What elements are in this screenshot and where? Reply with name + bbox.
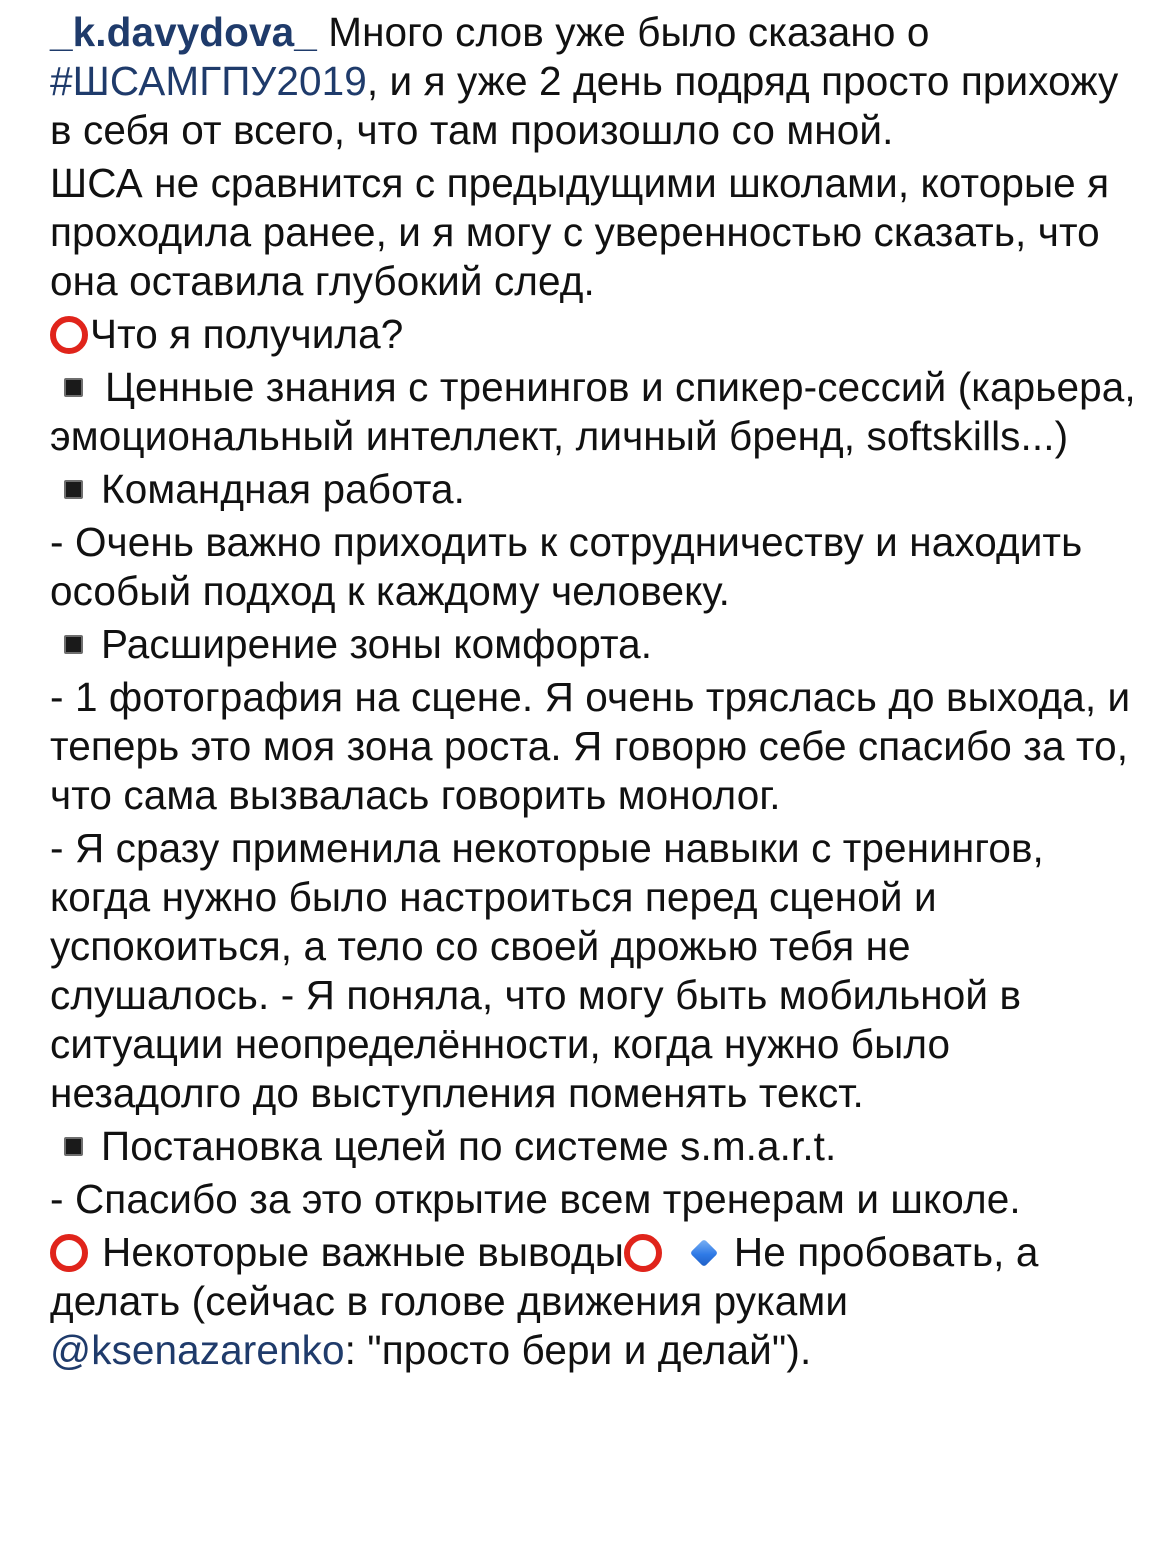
- bullet-item-4: [50, 1122, 1140, 1171]
- conclusions-line: [50, 1228, 1140, 1375]
- caption-intro: [50, 8, 1140, 155]
- bullet-item-1: [50, 363, 1140, 461]
- author-username-link[interactable]: _k.davydova_: [50, 9, 317, 55]
- black-medium-square-icon: [64, 635, 83, 654]
- bullet-2-text: Командная работа.: [101, 466, 466, 512]
- caption-paragraph-2: ШСА не сравнится с предыдущими школами, которые я проходила ранее, и я могу с уверенностью сказать, что она оставила глубокий след.: [50, 160, 1110, 304]
- post-caption: [50, 8, 1140, 1375]
- bullet-4-text: Постановка целей по системе s.m.a.r.t.: [101, 1123, 837, 1169]
- question-line: [50, 310, 1140, 359]
- bullet-item-2: [50, 465, 1140, 514]
- conclusion-1-text: Не пробовать, а делать (сейчас в голове движения руками: [50, 1229, 1039, 1324]
- heavy-large-circle-icon: [50, 1234, 88, 1272]
- bullet-item-3: [50, 620, 1140, 669]
- intro-text-2: , и я уже 2 день подряд просто прихожу в себя от всего, что там произошло со мной.: [50, 58, 1119, 153]
- bullet-1-text: Ценные знания с тренингов и спикер-сессий (карьера, эмоциональный интеллект, личный бренд, softskills...): [50, 364, 1136, 459]
- conclusion-1-end: : "просто бери и делай").: [344, 1327, 812, 1373]
- bullet-3-text: Расширение зоны комфорта.: [101, 621, 653, 667]
- hashtag-link[interactable]: #ШСАМГПУ2019: [50, 58, 367, 104]
- black-medium-square-icon: [64, 480, 83, 499]
- heavy-large-circle-icon: [624, 1234, 662, 1272]
- bullet-3-detail-2: - Я сразу применила некоторые навыки с тренингов, когда нужно было настроиться перед сценой и успокоиться, а тело со своей дрожью тебя не слушалось. - Я поняла, что могу быть мобильной в ситуации неопределённости, когда нужно было незадолго до выступления поменять текст.: [50, 825, 1044, 1116]
- heavy-large-circle-icon: [50, 316, 88, 354]
- black-medium-square-icon: [64, 378, 83, 397]
- bullet-3-detail-1: - 1 фотография на сцене. Я очень тряслась до выхода, и теперь это моя зона роста. Я говорю себе спасибо за то, что сама вызвалась говорить монолог.: [50, 674, 1131, 818]
- black-medium-square-icon: [64, 1137, 83, 1156]
- question-text: Что я получила?: [90, 311, 404, 357]
- bullet-2-detail: - Очень важно приходить к сотрудничеству и находить особый подход к каждому человеку.: [50, 519, 1083, 614]
- bullet-4-detail: - Спасибо за это открытие всем тренерам и школе.: [50, 1176, 1021, 1222]
- small-blue-diamond-icon: [690, 1239, 718, 1267]
- conclusions-text: Некоторые важные выводы: [102, 1229, 624, 1275]
- intro-text: Много слов уже было сказано о: [316, 9, 930, 55]
- mention-link[interactable]: @ksenazarenko: [50, 1327, 345, 1373]
